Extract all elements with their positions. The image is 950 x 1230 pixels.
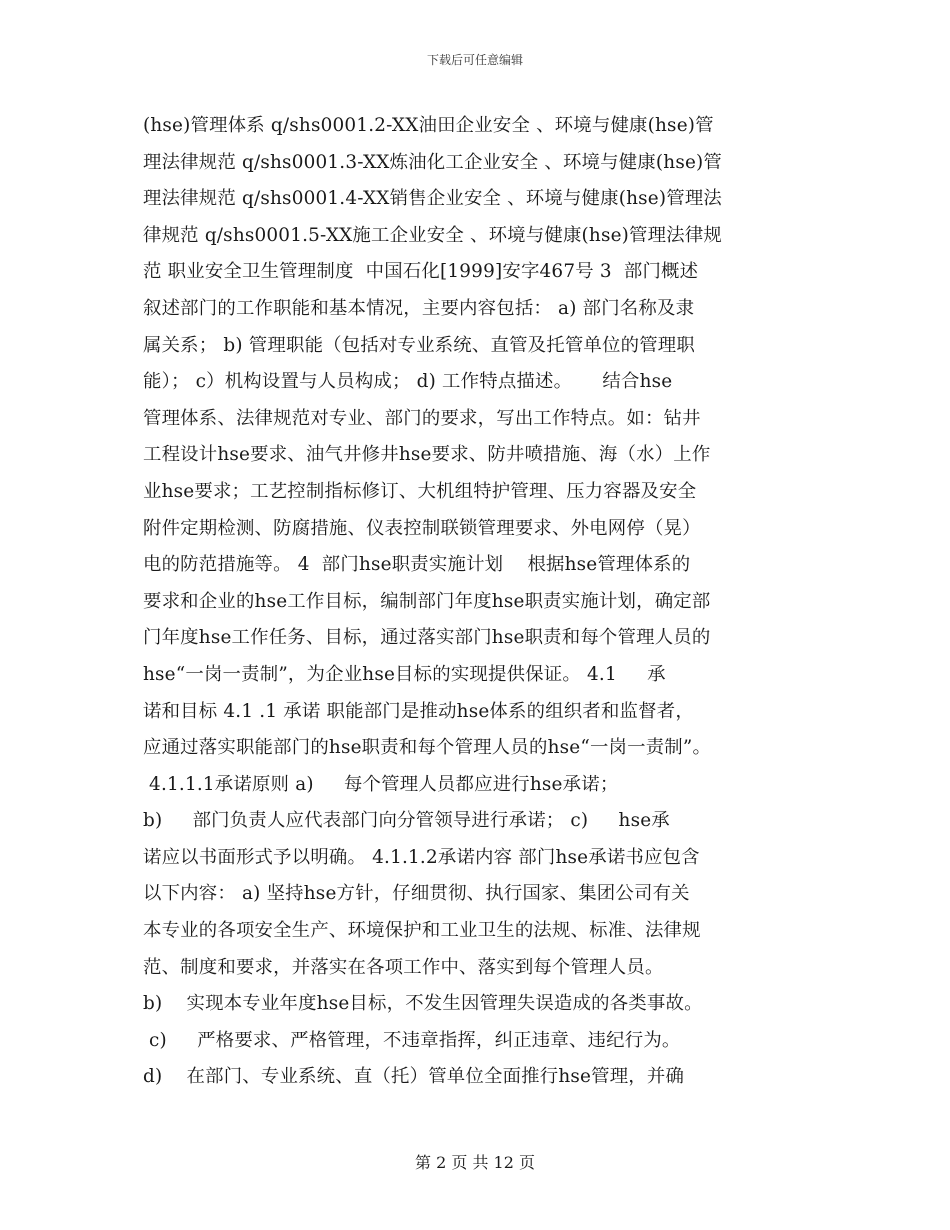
document-body <box>143 108 833 1096</box>
text-line: 诺和目标 4.1 .1 承诺 职能部门是推动hse体系的组织者和监督者， <box>143 700 694 722</box>
text-line: 属关系； b) 管理职能（包括对专业系统、直管及托管单位的管理职 <box>143 334 695 356</box>
text-line: (hse)管理体系 q/shs0001.2-XX油田企业安全 、环境与健康(hse)管 <box>143 115 714 136</box>
text-line: 以下内容： a) 坚持hse方针，仔细贯彻、执行国家、集团公司有关 <box>143 883 690 905</box>
text-line: 管理体系、法律规范对专业、部门的要求，写出工作特点。如：钻井 <box>143 407 701 429</box>
text-line: b) 实现本专业年度hse目标，不发生因管理失误造成的各类事故。 <box>143 993 703 1015</box>
text-line: 诺应以书面形式予以明确。 4.1.1.2承诺内容 部门hse承诺书应包含 <box>143 846 700 868</box>
text-line: 要求和企业的hse工作目标，编制部门年度hse职责实施计划，确定部 <box>143 590 711 612</box>
text-line: d) 在部门、专业系统、直（托）管单位全面推行hse管理，并确 <box>143 1066 685 1088</box>
text-line: 律规范 q/shs0001.5-XX施工企业安全 、环境与健康(hse)管理法律规 <box>143 224 723 246</box>
text-line: 理法律规范 q/shs0001.4-XX销售企业安全 、环境与健康(hse)管理法 <box>143 188 723 210</box>
text-line: 本专业的各项安全生产、环境保护和工业卫生的法规、标准、法律规 <box>143 920 701 942</box>
text-line: 理法律规范 q/shs0001.3-XX炼油化工企业安全 、环境与健康(hse)管 <box>143 151 723 173</box>
text-line: 工程设计hse要求、油气井修井hse要求、防井喷措施、海（水）上作 <box>143 444 711 466</box>
text-line: 门年度hse工作任务、目标，通过落实部门hse职责和每个管理人员的 <box>143 627 711 649</box>
text-line: hse“一岗一责制”，为企业hse目标的实现提供保证。 4.1 承 <box>143 663 666 685</box>
text-line: 附件定期检测、防腐措施、仪表控制联锁管理要求、外电网停（晃） <box>143 517 701 539</box>
text-line: 电的防范措施等。 4 部门hse职责实施计划 根据hse管理体系的 <box>143 554 691 576</box>
text-line: 业hse要求；工艺控制指标修订、大机组特护管理、压力容器及安全 <box>143 480 697 502</box>
text-line: 能）； c）机构设置与人员构成； d) 工作特点描述。 结合hse <box>143 371 673 393</box>
text-line: b) 部门负责人应代表部门向分管领导进行承诺； c) hse承 <box>143 810 670 832</box>
text-line: 应通过落实职能部门的hse职责和每个管理人员的hse“一岗一责制”。 <box>143 737 712 759</box>
text-line: 范、制度和要求，并落实在各项工作中、落实到每个管理人员。 <box>143 956 664 978</box>
text-line: 叙述部门的工作职能和基本情况，主要内容包括： a) 部门名称及隶 <box>143 297 695 319</box>
text-line: 范 职业安全卫生管理制度 中国石化[1999]安字467号 3 部门概述 <box>143 261 699 283</box>
page-header-note: 下载后可任意编辑 <box>426 53 523 67</box>
text-line: 4.1.1.1承诺原则 a) 每个管理人员都应进行hse承诺； <box>143 773 619 795</box>
page-number-footer: 第 2 页 共 12 页 <box>415 1153 535 1172</box>
text-line: c) 严格要求、严格管理，不违章指挥，纠正违章、违纪行为。 <box>143 1029 681 1051</box>
